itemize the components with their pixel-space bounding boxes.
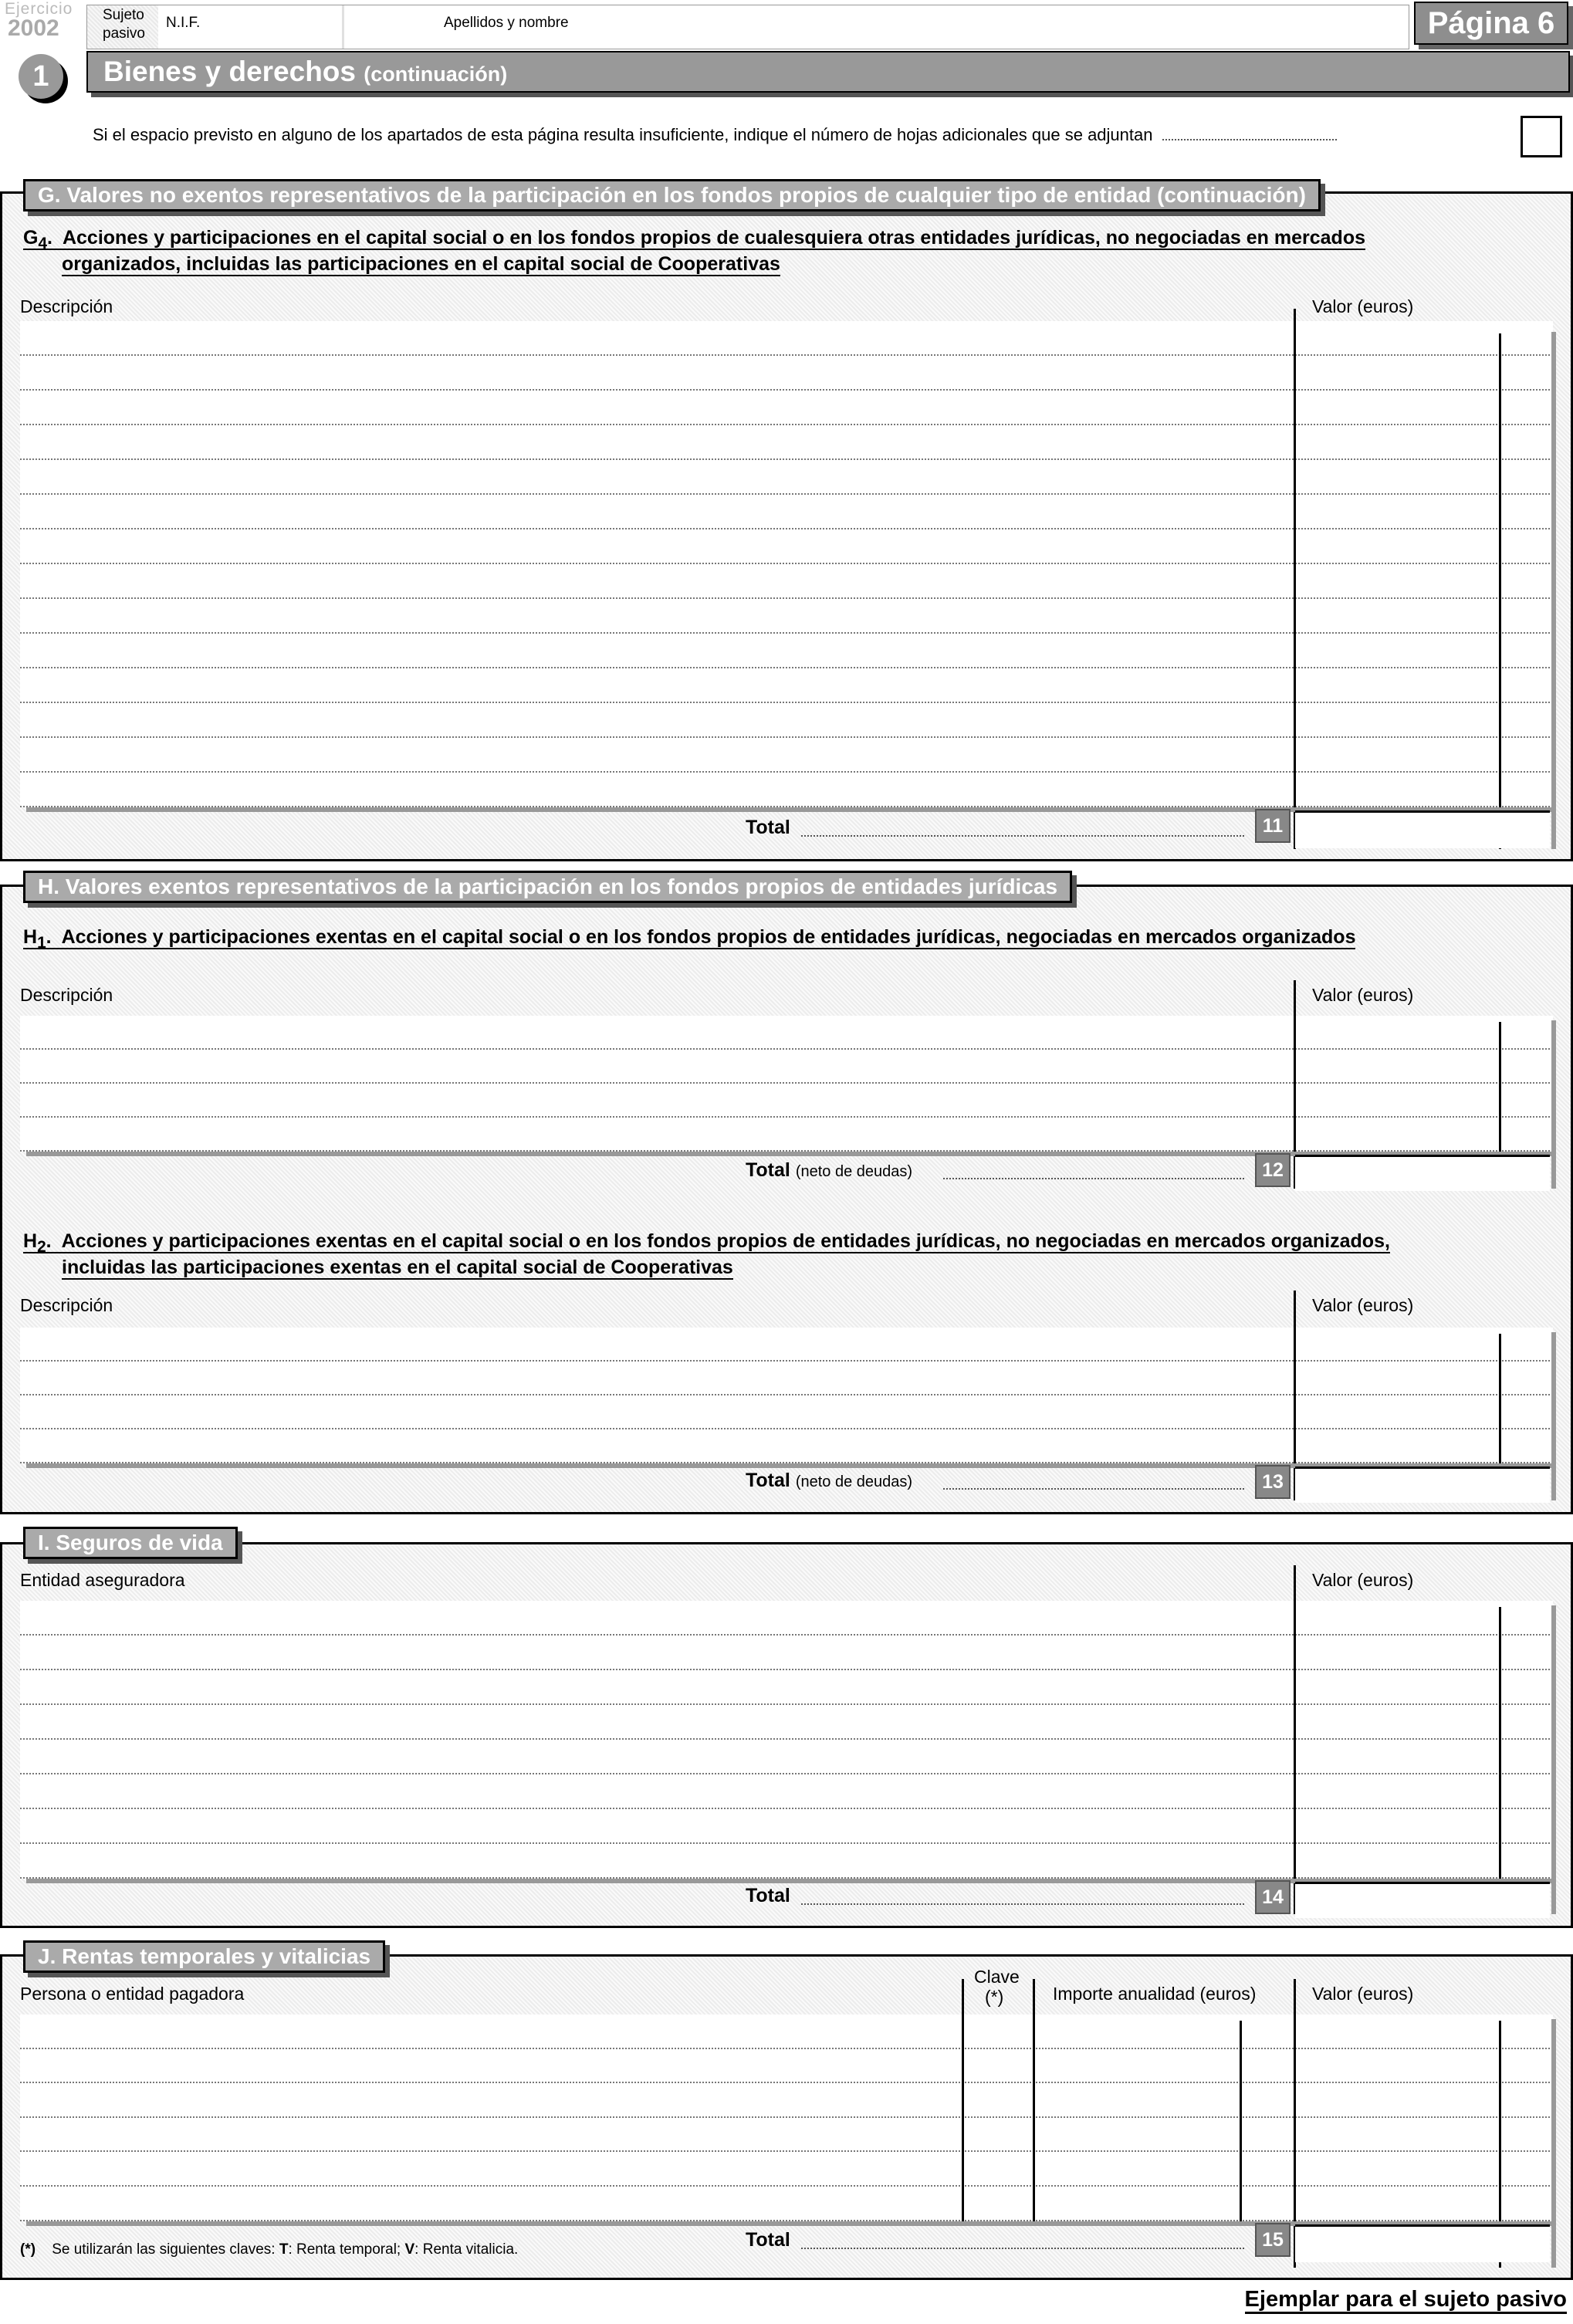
i-total-value[interactable] (1295, 1882, 1550, 1918)
section-j-tab: J. Rentas temporales y vitalicias (23, 1940, 385, 1973)
h1-right-shade (1551, 1020, 1556, 1189)
table-row[interactable] (20, 634, 1553, 668)
table-row[interactable] (20, 321, 1553, 356)
section-title: Bienes y derechos (103, 56, 356, 87)
g-table[interactable] (20, 321, 1553, 807)
g-col-descripcion: Descripción (20, 296, 113, 316)
h2-total-note: (neto de deudas) (795, 1473, 913, 1490)
table-row[interactable] (20, 2118, 1553, 2153)
table-row[interactable] (20, 599, 1553, 634)
j-col-persona: Persona o entidad pagadora (20, 1984, 245, 2004)
notice-leader (1162, 139, 1337, 140)
field-divider (342, 5, 344, 49)
j-importe-cents-divider (1240, 2021, 1242, 2224)
h2-heading: $H_2$. Acciones y participaciones exentas en el capital social o en los fondos propios de entidades jurídicas, no negociadas en mercados organizados, (23, 1230, 1390, 1256)
g-total-label: Total (746, 817, 790, 838)
ejercicio-year: 2002 (8, 15, 59, 41)
j-col-importe: Importe anualidad (euros) (1053, 1984, 1257, 2004)
g4-heading-line2: organizados, incluidas las participaciones en el capital social de Cooperativas (62, 253, 780, 275)
ejercicio-label: Ejercicio (5, 0, 73, 18)
i-table[interactable] (20, 1601, 1553, 1879)
page-number: Página 6 (1414, 2, 1568, 45)
table-row[interactable] (20, 1844, 1553, 1879)
g4-code: G (23, 227, 39, 249)
section-i-tab: I. Seguros de vida (23, 1527, 238, 1559)
box-14: 14 (1255, 1880, 1291, 1914)
h1-col-descripcion: Descripción (20, 985, 113, 1005)
j-col-valor: Valor (euros) (1312, 1984, 1414, 2004)
table-row[interactable] (20, 1636, 1553, 1670)
additional-sheets-notice (93, 125, 1337, 145)
j-total-value[interactable] (1295, 2224, 1550, 2262)
table-row[interactable] (20, 1774, 1553, 1809)
section-header (86, 51, 1570, 93)
h2-table[interactable] (20, 1328, 1553, 1463)
g4-title-line1: Acciones y participaciones en el capital social o en los fondos propios de cualesquiera otras entidades jurídicas, no negociadas en mercados (62, 227, 1365, 249)
g-col-valor: Valor (euros) (1312, 296, 1414, 316)
j-clave-right-divider (1033, 1979, 1035, 2224)
j-col-clave: Clave (974, 1967, 1020, 1987)
table-row[interactable] (20, 529, 1553, 564)
apellidos-label[interactable]: Apellidos y nombre (444, 15, 569, 31)
section-subtitle: (continuación) (364, 63, 508, 86)
i-col-entidad: Entidad aseguradora (20, 1570, 185, 1590)
g-cents-divider (1499, 333, 1501, 849)
table-row[interactable] (20, 2083, 1553, 2118)
g-right-shade (1551, 332, 1556, 849)
h2-heading-line2: incluidas las participaciones exentas en el capital social de Cooperativas (62, 1257, 733, 1278)
table-row[interactable] (20, 1670, 1553, 1705)
table-row[interactable] (20, 1050, 1553, 1084)
section-number-badge: 1 (19, 54, 63, 99)
additional-sheets-count-box[interactable] (1521, 116, 1562, 157)
box-12: 12 (1255, 1153, 1291, 1187)
h1-total-value[interactable] (1295, 1155, 1550, 1191)
table-row[interactable] (20, 460, 1553, 495)
section-g-tab: G. Valores no exentos representativos de la participación en los fondos propios de cualquier tipo de entidad (continuación) (23, 179, 1321, 211)
pasivo-label: pasivo (103, 25, 145, 42)
table-row[interactable] (20, 2049, 1553, 2084)
h2-total-value[interactable] (1295, 1466, 1550, 1503)
j-clave-left-divider (962, 1979, 964, 2224)
notice-text: Si el espacio previsto en alguno de los apartados de esta página resulta insuficiente, indique el número de hojas adicionales que se adjuntan (93, 125, 1153, 144)
g4-heading: $G_4$. Acciones y participaciones en el capital social o en los fondos propios de cualesquiera otras entidades jurídicas, no negociadas en mercados (23, 227, 1365, 252)
table-row[interactable] (20, 1362, 1553, 1395)
table-row[interactable] (20, 356, 1553, 391)
h1-total-note: (neto de deudas) (795, 1163, 913, 1180)
footer-copy-label: Ejemplar para el sujeto pasivo (1245, 2287, 1567, 2312)
h2-right-shade (1551, 1332, 1556, 1500)
table-row[interactable] (20, 495, 1553, 529)
table-row[interactable] (20, 1016, 1553, 1050)
table-row[interactable] (20, 668, 1553, 703)
j-total-label: Total (746, 2229, 790, 2251)
j-footnote: (*) Se utilizarán las siguientes claves: T: Renta temporal; V: Renta vitalicia. (20, 2241, 519, 2258)
i-total-leader (801, 1903, 1244, 1905)
table-row[interactable] (20, 1601, 1553, 1636)
i-right-shade (1551, 1605, 1556, 1914)
table-row[interactable] (20, 564, 1553, 599)
j-right-shade (1551, 2019, 1556, 2268)
table-row[interactable] (20, 391, 1553, 425)
g-value-divider (1294, 309, 1296, 849)
i-col-valor: Valor (euros) (1312, 1570, 1414, 1590)
h2-total-label: Total (neto de deudas) (746, 1470, 913, 1491)
table-row[interactable] (20, 773, 1553, 807)
table-row[interactable] (20, 703, 1553, 738)
table-row[interactable] (20, 425, 1553, 460)
nif-label[interactable]: N.I.F. (166, 15, 201, 31)
g4-index: 4 (38, 235, 48, 252)
table-row[interactable] (20, 1395, 1553, 1429)
h1-total-label: Total (neto de deudas) (746, 1159, 913, 1181)
i-cents-divider (1499, 1607, 1501, 1914)
h1-title: Acciones y participaciones exentas en el capital social o en los fondos propios de entidades jurídicas, negociadas en mercados organizados (61, 926, 1356, 948)
j-table[interactable] (20, 2014, 1553, 2221)
table-row[interactable] (20, 738, 1553, 773)
table-row[interactable] (20, 1809, 1553, 1844)
table-row[interactable] (20, 2152, 1553, 2187)
table-row[interactable] (20, 1740, 1553, 1774)
taxpayer-fields (158, 5, 1409, 49)
table-row[interactable] (20, 1429, 1553, 1463)
table-row[interactable] (20, 2014, 1553, 2049)
box-11: 11 (1255, 809, 1291, 843)
h2-col-descripcion: Descripción (20, 1295, 113, 1315)
table-row[interactable] (20, 1328, 1553, 1362)
table-row[interactable] (20, 1084, 1553, 1118)
h1-total-leader (943, 1178, 1244, 1179)
h1-col-valor: Valor (euros) (1312, 985, 1414, 1005)
j-total-leader (801, 2248, 1244, 2249)
h1-table[interactable] (20, 1016, 1553, 1152)
table-row[interactable] (20, 1705, 1553, 1740)
g-total-value[interactable] (1295, 810, 1550, 848)
i-total-label: Total (746, 1885, 790, 1906)
table-row[interactable] (20, 2187, 1553, 2221)
i-value-divider (1294, 1565, 1296, 1914)
h2-total-leader (943, 1488, 1244, 1490)
h1-heading: $H_1$. Acciones y participaciones exentas en el capital social o en los fondos propios de entidades jurídicas, negociadas en mercados organizados (23, 926, 1356, 952)
box-15: 15 (1255, 2223, 1291, 2257)
sujeto-label: Sujeto (103, 7, 144, 23)
box-13: 13 (1255, 1465, 1291, 1499)
table-row[interactable] (20, 1118, 1553, 1152)
h2-title-line1: Acciones y participaciones exentas en el capital social o en los fondos propios de entidades jurídicas, no negociadas en mercados organizados, (61, 1230, 1390, 1252)
j-col-clave-ref: (*) (985, 1987, 1004, 2007)
section-h-tab: H. Valores exentos representativos de la participación en los fondos propios de entidades jurídicas (23, 871, 1072, 903)
h2-col-valor: Valor (euros) (1312, 1295, 1414, 1315)
g-total-leader (801, 835, 1244, 837)
taxpayer-bar (86, 5, 1409, 49)
